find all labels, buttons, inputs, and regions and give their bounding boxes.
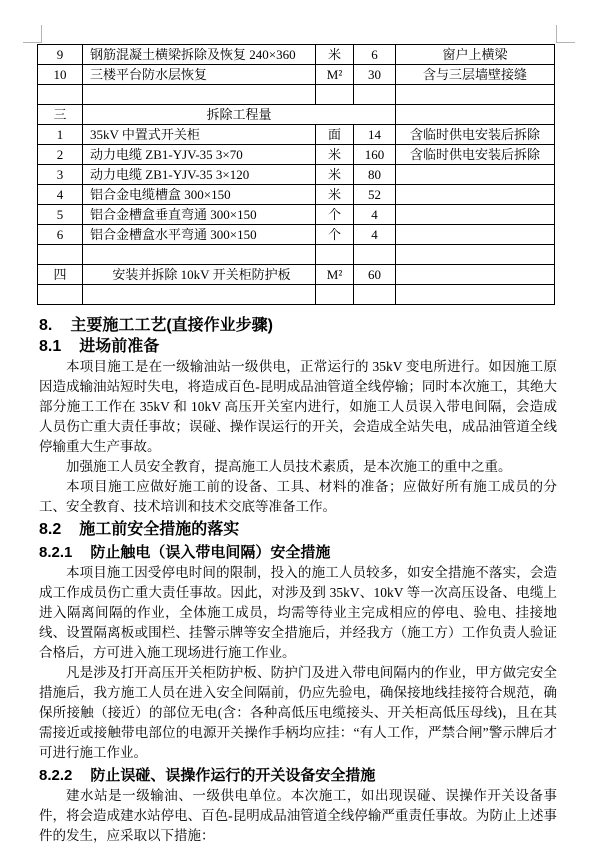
heading-title: 施工前安全措施的落实: [79, 521, 240, 538]
cell-remark: 含临时供电安装后拆除: [396, 145, 555, 165]
heading-number: 8.2: [39, 521, 62, 538]
heading-8-2-2: [39, 765, 557, 786]
cell-no: [38, 285, 83, 305]
table-row: [38, 65, 555, 85]
cell-desc: 三楼平台防水层恢复: [83, 65, 316, 85]
heading-number: 8.1: [39, 338, 62, 355]
cell-qty: 6: [354, 45, 396, 65]
cell-desc: 安装并拆除 10kV 开关柜防护板: [83, 265, 316, 285]
heading-number: 8.: [39, 317, 53, 334]
cell-unit: M²: [316, 265, 354, 285]
cell-qty: 80: [354, 165, 396, 185]
heading-number: 8.2.2: [39, 767, 73, 784]
cell-no: 5: [38, 205, 83, 225]
cell-desc: [83, 245, 316, 265]
table-row: [38, 165, 555, 185]
cell-unit: 米: [316, 45, 354, 65]
cell-remark: [396, 185, 555, 205]
cell-remark: [396, 205, 555, 225]
cell-remark: [396, 225, 555, 245]
cell-no: 三: [38, 105, 83, 125]
cell-qty: 52: [354, 185, 396, 205]
cell-desc: 铝合金槽盒水平弯通 300×150: [83, 225, 316, 245]
heading-8-1: [39, 336, 557, 357]
cell-desc: 铝合金电缆槽盒 300×150: [83, 185, 316, 205]
document-body: [39, 310, 557, 846]
table-row-empty: [38, 245, 555, 265]
cell-unit: 米: [316, 145, 354, 165]
table-row: [38, 45, 555, 65]
cell-remark: [396, 245, 555, 265]
cell-unit: 面: [316, 125, 354, 145]
cell-no: 6: [38, 225, 83, 245]
cell-no: 2: [38, 145, 83, 165]
table-row: [38, 145, 555, 165]
cell-unit: [316, 85, 354, 105]
cell-unit: 个: [316, 205, 354, 225]
cell-remark: 含与三层墙壁接缝: [396, 65, 555, 85]
cell-qty: 14: [354, 125, 396, 145]
table-row-empty: [38, 285, 555, 305]
paragraph: 本项目施工因受停电时间的限制，投入的施工人员较多，如安全措施不落实，会造成工作成员伤亡重大责任事故。因此，对涉及到 35kV、10kV 等一次高压设备、电缆上进入隔离间隔的作业，全体施工成员，均需等待业主完成相应的停电、验电、挂接地线、设置隔离板或围栏、挂警示牌等安全措施后，并经我方（施工方）工作负责人验证合格后，方可进入施工现场进行施工作业。: [39, 565, 557, 660]
cell-unit: 米: [316, 165, 354, 185]
heading-8-2-1: [39, 542, 557, 563]
page-margin-mark-left-vertical: [41, 25, 42, 43]
table-row: [38, 185, 555, 205]
paragraph: 凡是涉及打开高压开关柜防护板、防护门及进入带电间隔内的作业，甲方做完安全措施后，我方施工人员在进入安全间隔前，仍应先验电，确保接地线挂接符合规范，确保所接触（接近）的部位无电(含：各种高低压电缆接头、开关柜高低压母线)，且在其需接近或接触带电部位的电源开关操作手柄均应挂：“有人工作，严禁合闸”警示牌后才可进行施工作业。: [39, 665, 557, 760]
cell-unit: 个: [316, 225, 354, 245]
heading-title: 防止触电（误入带电间隔）安全措施: [90, 544, 331, 561]
heading-title: 主要施工工艺(直接作业步骤): [70, 317, 274, 334]
cell-qty: 60: [354, 265, 396, 285]
heading-title: 进场前准备: [79, 338, 160, 355]
cell-remark: 含临时供电安装后拆除: [396, 125, 555, 145]
cell-desc: 动力电缆 ZB1-YJV-35 3×120: [83, 165, 316, 185]
cell-desc: 动力电缆 ZB1-YJV-35 3×70: [83, 145, 316, 165]
cell-unit: M²: [316, 65, 354, 85]
cell-desc: [83, 285, 316, 305]
cell-remark: [396, 165, 555, 185]
cell-no: 1: [38, 125, 83, 145]
cell-remark: 窗户上横梁: [396, 45, 555, 65]
page-margin-mark-right-horizontal: [557, 42, 575, 43]
paragraph: 加强施工人员安全教育，提高施工人员技术素质，是本次施工的重中之重。: [66, 459, 512, 474]
heading-number: 8.2.1: [39, 544, 73, 561]
table-row: [38, 205, 555, 225]
cell-unit: [316, 245, 354, 265]
cell-remark: [396, 105, 555, 125]
cell-no: 9: [38, 45, 83, 65]
cell-desc: 拆除工程量: [83, 105, 396, 125]
cell-desc: 钢筋混凝土横梁拆除及恢复 240×360: [83, 45, 316, 65]
cell-qty: 30: [354, 65, 396, 85]
cell-no: [38, 245, 83, 265]
cell-desc: [83, 85, 316, 105]
cell-desc: 铝合金槽盒垂直弯通 300×150: [83, 205, 316, 225]
table-row-empty: [38, 85, 555, 105]
page-margin-mark-left-horizontal: [23, 42, 41, 43]
cell-qty: 4: [354, 225, 396, 245]
heading-8: [39, 315, 557, 336]
table-row-section: [38, 105, 555, 125]
heading-8-2: [39, 519, 557, 540]
table-row: [38, 125, 555, 145]
cell-qty: [354, 85, 396, 105]
cell-qty: [354, 285, 396, 305]
page-margin-mark-right-vertical: [556, 25, 557, 43]
cell-qty: [354, 245, 396, 265]
cell-no: 10: [38, 65, 83, 85]
cell-remark: [396, 85, 555, 105]
heading-title: 防止误碰、误操作运行的开关设备安全措施: [90, 767, 376, 784]
cell-no: 4: [38, 185, 83, 205]
table-row: [38, 265, 555, 285]
table-row: [38, 225, 555, 245]
cell-no: [38, 85, 83, 105]
cell-qty: 4: [354, 205, 396, 225]
cell-unit: [316, 285, 354, 305]
cell-remark: [396, 285, 555, 305]
paragraph: 建水站是一级输油、一级供电单位。本次施工，如出现误碰、误操作开关设备事件，将会造成建水站停电、百色-昆明成品油管道全线停输严重责任事故。为防止上述事件的发生，应采取以下措施：: [39, 788, 557, 843]
cell-no: 3: [38, 165, 83, 185]
cell-unit: 米: [316, 185, 354, 205]
paragraph: 本项目施工是在一级输油站一级供电，正常运行的 35kV 变电所进行。如因施工原因造成输油站短时失电，将造成百色-昆明成品油管道全线停输；同时本次施工，其绝大部分施工工作在 35kV 和 10kV 高压开关室内进行，如施工人员误入带电间隔，会造成人员伤亡重大责任事故；误碰、操作误运行的开关，会造成全站失电，成品油管道全线停输重大生产事故。: [39, 359, 557, 454]
cell-qty: 160: [354, 145, 396, 165]
cell-no: 四: [38, 265, 83, 285]
work-quantity-table: [37, 44, 555, 305]
cell-desc: 35kV 中置式开关柜: [83, 125, 316, 145]
paragraph: 本项目施工应做好施工前的设备、工具、材料的准备；应做好所有施工成员的分工、安全教育、技术培训和技术交底等准备工作。: [39, 479, 557, 514]
cell-remark: [396, 265, 555, 285]
